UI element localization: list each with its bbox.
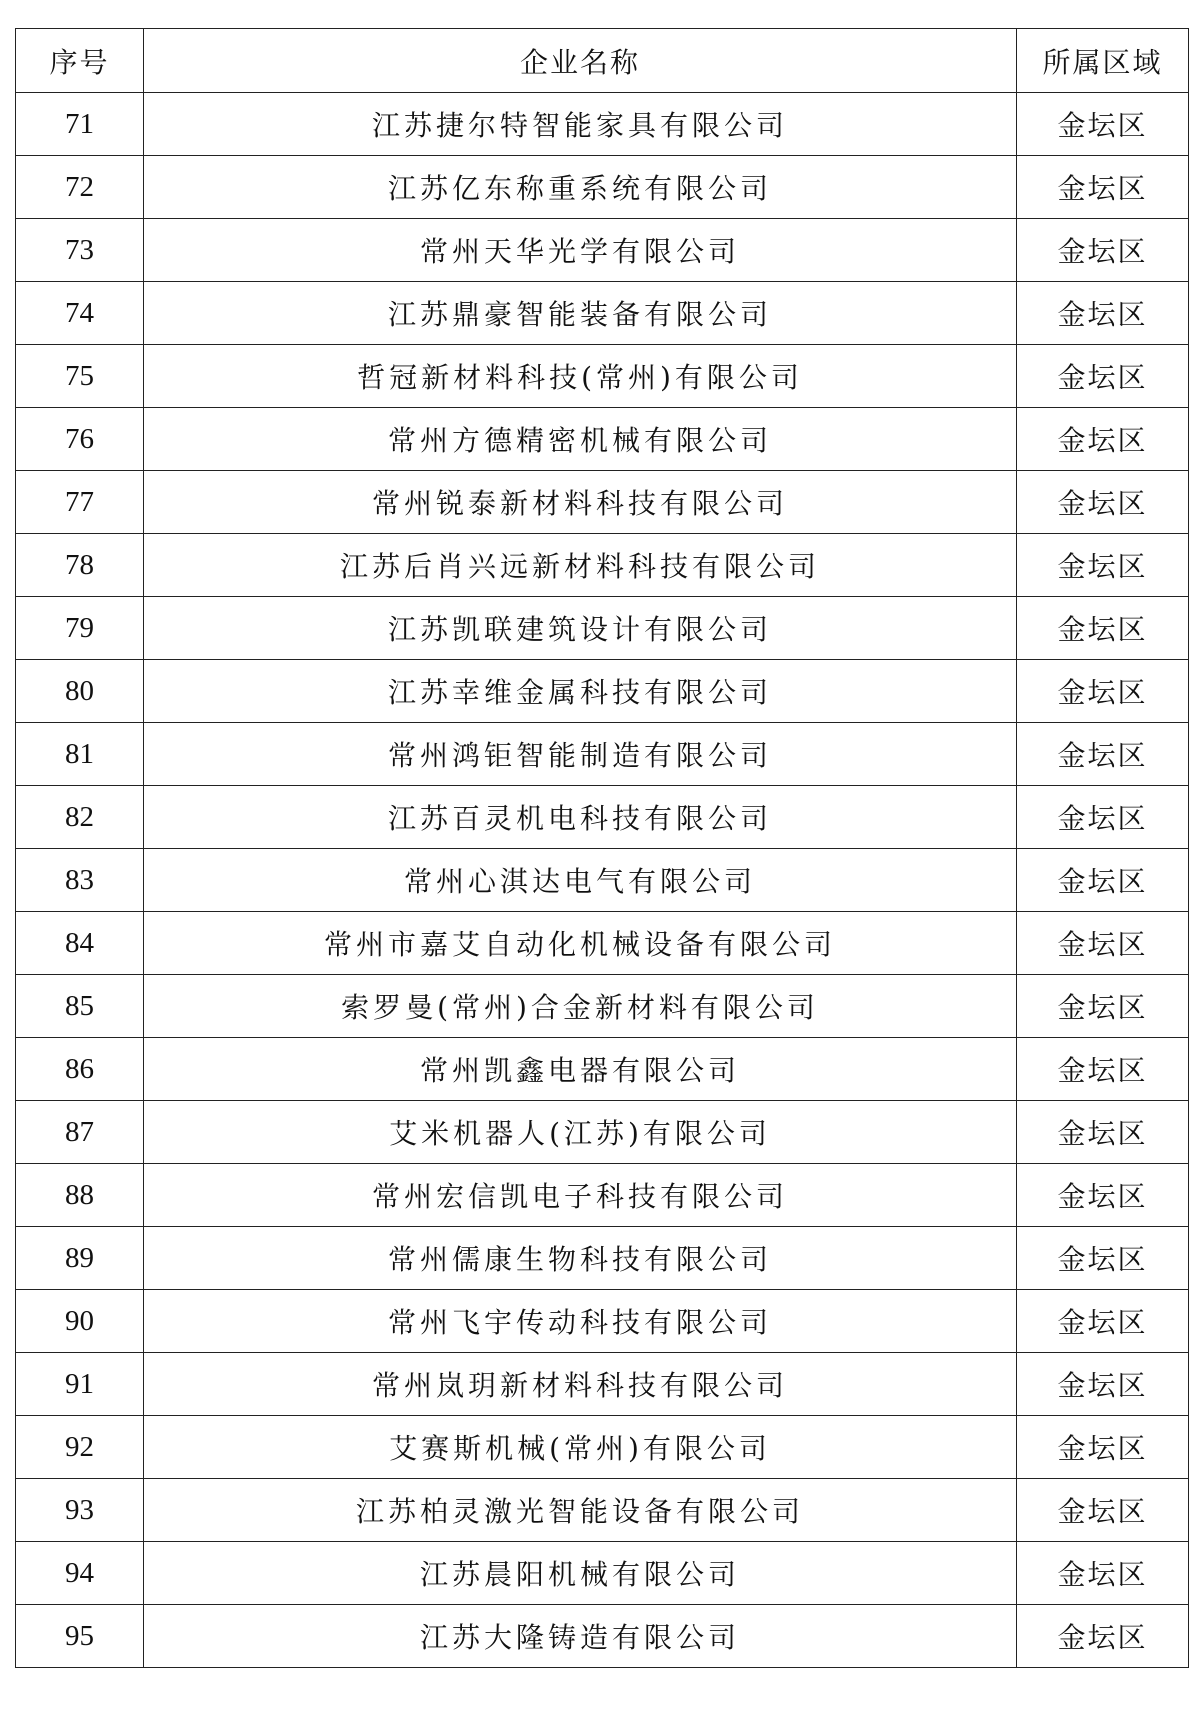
header-serial-number: 序号 [16,29,144,93]
table-row [16,1290,1189,1353]
serial-number-cell: 71 [16,93,144,156]
enterprise-name-cell: 常州飞宇传动科技有限公司 [144,1290,1017,1353]
serial-number-cell: 79 [16,597,144,660]
serial-number-cell: 83 [16,849,144,912]
serial-number-cell: 87 [16,1101,144,1164]
enterprise-name-cell: 常州方德精密机械有限公司 [144,408,1017,471]
table-row [16,219,1189,282]
region-cell: 金坛区 [1017,723,1189,786]
serial-number-cell: 90 [16,1290,144,1353]
table-row [16,1353,1189,1416]
table-row [16,1605,1189,1668]
region-cell: 金坛区 [1017,282,1189,345]
serial-number-cell: 81 [16,723,144,786]
table-row [16,534,1189,597]
region-cell: 金坛区 [1017,660,1189,723]
enterprise-name-cell: 江苏大隆铸造有限公司 [144,1605,1017,1668]
enterprise-name-cell: 常州岚玥新材料科技有限公司 [144,1353,1017,1416]
table-row [16,975,1189,1038]
header-row [16,29,1189,93]
table-row [16,282,1189,345]
enterprise-name-cell: 江苏后肖兴远新材料科技有限公司 [144,534,1017,597]
enterprise-name-cell: 常州鸿钜智能制造有限公司 [144,723,1017,786]
serial-number-cell: 76 [16,408,144,471]
region-cell: 金坛区 [1017,1038,1189,1101]
enterprise-name-cell: 常州市嘉艾自动化机械设备有限公司 [144,912,1017,975]
serial-number-cell: 73 [16,219,144,282]
enterprise-name-cell: 江苏幸维金属科技有限公司 [144,660,1017,723]
region-cell: 金坛区 [1017,786,1189,849]
serial-number-cell: 86 [16,1038,144,1101]
serial-number-cell: 94 [16,1542,144,1605]
enterprise-name-cell: 常州天华光学有限公司 [144,219,1017,282]
region-cell: 金坛区 [1017,1353,1189,1416]
enterprise-name-cell: 艾赛斯机械(常州)有限公司 [144,1416,1017,1479]
region-cell: 金坛区 [1017,1101,1189,1164]
enterprise-name-cell: 常州儒康生物科技有限公司 [144,1227,1017,1290]
enterprise-name-cell: 江苏百灵机电科技有限公司 [144,786,1017,849]
region-cell: 金坛区 [1017,849,1189,912]
region-cell: 金坛区 [1017,597,1189,660]
enterprise-name-cell: 江苏鼎豪智能装备有限公司 [144,282,1017,345]
region-cell: 金坛区 [1017,1164,1189,1227]
serial-number-cell: 93 [16,1479,144,1542]
table-body [16,93,1189,1668]
region-cell: 金坛区 [1017,1290,1189,1353]
table-row [16,597,1189,660]
serial-number-cell: 78 [16,534,144,597]
region-cell: 金坛区 [1017,345,1189,408]
region-cell: 金坛区 [1017,1542,1189,1605]
table-row [16,1101,1189,1164]
region-cell: 金坛区 [1017,1479,1189,1542]
serial-number-cell: 91 [16,1353,144,1416]
enterprise-name-cell: 江苏晨阳机械有限公司 [144,1542,1017,1605]
serial-number-cell: 72 [16,156,144,219]
region-cell: 金坛区 [1017,93,1189,156]
table-row [16,408,1189,471]
serial-number-cell: 92 [16,1416,144,1479]
table-row [16,1038,1189,1101]
enterprise-name-cell: 江苏亿东称重系统有限公司 [144,156,1017,219]
serial-number-cell: 80 [16,660,144,723]
table-row [16,723,1189,786]
enterprise-name-cell: 江苏柏灵激光智能设备有限公司 [144,1479,1017,1542]
serial-number-cell: 85 [16,975,144,1038]
table-row [16,912,1189,975]
enterprise-name-cell: 常州锐泰新材料科技有限公司 [144,471,1017,534]
table-row [16,93,1189,156]
serial-number-cell: 74 [16,282,144,345]
region-cell: 金坛区 [1017,975,1189,1038]
region-cell: 金坛区 [1017,534,1189,597]
region-cell: 金坛区 [1017,1605,1189,1668]
serial-number-cell: 82 [16,786,144,849]
enterprise-name-cell: 江苏捷尔特智能家具有限公司 [144,93,1017,156]
table-row [16,1416,1189,1479]
region-cell: 金坛区 [1017,408,1189,471]
serial-number-cell: 89 [16,1227,144,1290]
region-cell: 金坛区 [1017,219,1189,282]
table-row [16,345,1189,408]
serial-number-cell: 77 [16,471,144,534]
enterprise-name-cell: 常州凯鑫电器有限公司 [144,1038,1017,1101]
enterprise-name-cell: 艾米机器人(江苏)有限公司 [144,1101,1017,1164]
serial-number-cell: 95 [16,1605,144,1668]
region-cell: 金坛区 [1017,471,1189,534]
table-row [16,1227,1189,1290]
region-cell: 金坛区 [1017,156,1189,219]
table-row [16,471,1189,534]
serial-number-cell: 88 [16,1164,144,1227]
enterprise-table [15,28,1189,1668]
region-cell: 金坛区 [1017,1416,1189,1479]
enterprise-name-cell: 哲冠新材料科技(常州)有限公司 [144,345,1017,408]
table-row [16,156,1189,219]
header-enterprise-name: 企业名称 [144,29,1017,93]
enterprise-name-cell: 常州心淇达电气有限公司 [144,849,1017,912]
region-cell: 金坛区 [1017,1227,1189,1290]
enterprise-name-cell: 江苏凯联建筑设计有限公司 [144,597,1017,660]
header-region: 所属区域 [1017,29,1189,93]
table-row [16,1542,1189,1605]
enterprise-name-cell: 常州宏信凯电子科技有限公司 [144,1164,1017,1227]
region-cell: 金坛区 [1017,912,1189,975]
table-header [16,29,1189,93]
table-row [16,660,1189,723]
table-row [16,1479,1189,1542]
table-row [16,1164,1189,1227]
serial-number-cell: 75 [16,345,144,408]
table-row [16,849,1189,912]
enterprise-name-cell: 索罗曼(常州)合金新材料有限公司 [144,975,1017,1038]
table-row [16,786,1189,849]
serial-number-cell: 84 [16,912,144,975]
